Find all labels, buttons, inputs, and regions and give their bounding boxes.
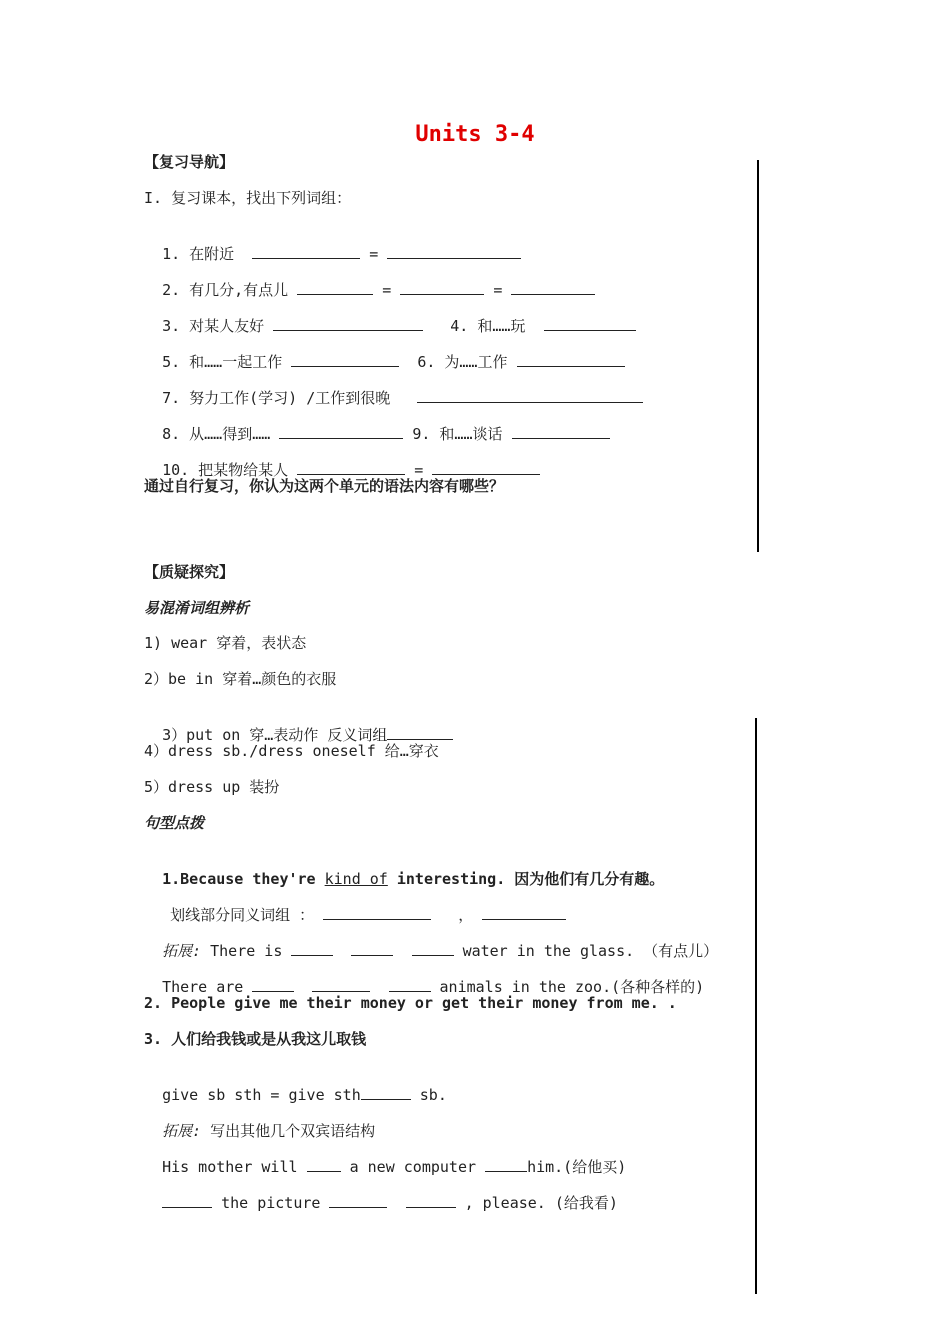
blank[interactable] — [297, 460, 405, 475]
review-item-4: 5. 和……一起工作 6. 为……工作 — [144, 332, 625, 372]
sentence-1: 1.Because they're kind of interesting. 因为他们有几分有趣。 — [162, 870, 665, 888]
blank[interactable] — [273, 316, 423, 331]
blank[interactable] — [512, 424, 610, 439]
phrase-1: 1) wear 穿着，表状态 — [144, 634, 307, 652]
extension-2: There are animals in the zoo.(各种各样的) — [162, 978, 705, 996]
blank[interactable] — [544, 316, 636, 331]
sentence-3: 3. 人们给我钱或是从我这儿取钱 — [144, 1030, 367, 1048]
blank[interactable] — [307, 1157, 341, 1172]
blank[interactable] — [387, 244, 521, 259]
phrase-5: 5）dress up 装扮 — [144, 778, 280, 796]
explore-subheading-1: 易混淆词组辨析 — [144, 599, 250, 617]
blank[interactable] — [387, 725, 453, 740]
blank[interactable] — [323, 905, 431, 920]
blank[interactable] — [291, 941, 333, 956]
blank[interactable] — [361, 1085, 411, 1100]
review-item-2: 2. 有几分,有点儿 = = — [144, 260, 595, 300]
sentence-1-task: 划线部分同义词组 ： ， — [152, 885, 566, 925]
blank[interactable] — [517, 352, 625, 367]
extension-1: 拓展: There is water in the glass. （有点儿） — [162, 942, 719, 960]
blank[interactable] — [291, 352, 399, 367]
blank[interactable] — [482, 905, 566, 920]
review-item-5: 7. 努力工作(学习) /工作到很晚 — [144, 368, 643, 408]
exercise-4: His mother will a new computer him.(给他买) — [162, 1158, 627, 1176]
blank[interactable] — [252, 977, 294, 992]
blank[interactable] — [400, 280, 484, 295]
blank[interactable] — [417, 388, 643, 403]
review-item-7: 10. 把某物给某人 = — [144, 440, 540, 480]
blank[interactable] — [511, 280, 595, 295]
page-title: Units 3-4 — [415, 122, 535, 147]
blank[interactable] — [389, 977, 431, 992]
blank[interactable] — [297, 280, 373, 295]
phrase-3: 3）put on 穿…表动作 反义词组 — [144, 705, 453, 745]
margin-line-bottom — [755, 718, 757, 1294]
sentence-2: 2. People give me their money or get their money from me. . — [144, 994, 677, 1012]
blank[interactable] — [432, 460, 540, 475]
phrase-4: 4）dress sb./dress oneself 给…穿衣 — [144, 742, 439, 760]
blank[interactable] — [279, 424, 403, 439]
blank[interactable] — [162, 1193, 212, 1208]
margin-line-top — [757, 160, 759, 552]
review-intro: I. 复习课本，找出下列词组： — [144, 189, 352, 207]
explore-subheading-2: 句型点拨 — [144, 814, 205, 832]
phrase-2: 2）be in 穿着…颜色的衣服 — [144, 670, 337, 688]
review-question: 通过自行复习，你认为这两个单元的语法内容有哪些？ — [144, 477, 505, 495]
blank[interactable] — [412, 941, 454, 956]
sentence-3-structure: give sb sth = give sth sb. — [162, 1086, 447, 1104]
exercise-5: the picture , please. (给我看) — [144, 1173, 618, 1213]
explore-heading: 【质疑探究】 — [144, 563, 235, 581]
review-item-6: 8. 从……得到…… 9. 和……谈话 — [144, 404, 610, 444]
blank[interactable] — [312, 977, 370, 992]
review-item-1: 1. 在附近 = — [144, 224, 521, 264]
blank[interactable] — [351, 941, 393, 956]
blank[interactable] — [252, 244, 360, 259]
blank[interactable] — [329, 1193, 387, 1208]
blank[interactable] — [406, 1193, 456, 1208]
review-heading: 【复习导航】 — [144, 153, 235, 171]
review-item-3: 3. 对某人友好 4. 和……玩 — [144, 296, 636, 336]
blank[interactable] — [485, 1157, 527, 1172]
extension-3: 拓展: 写出其他几个双宾语结构 — [162, 1122, 376, 1140]
